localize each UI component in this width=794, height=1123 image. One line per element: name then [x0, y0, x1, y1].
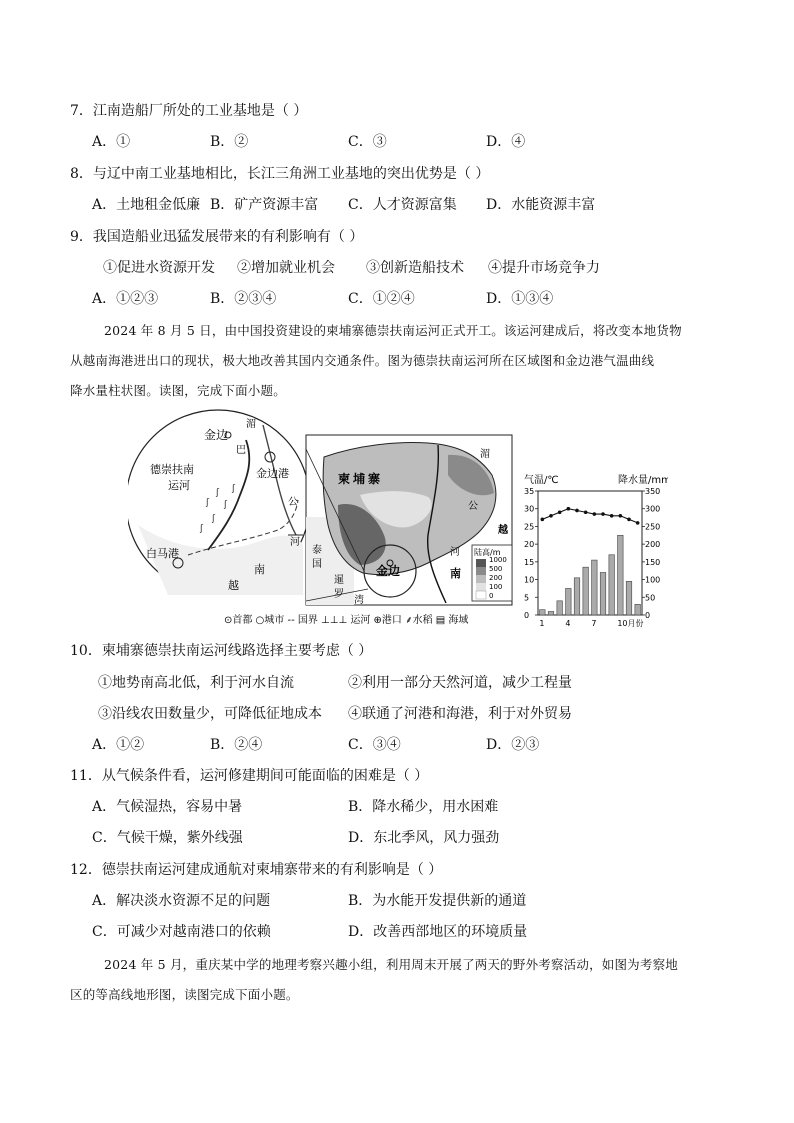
q10-option-c: C．③④ [348, 737, 401, 753]
q9-item-2: ②增加就业机会 [237, 260, 335, 276]
precipitation-bar [574, 578, 580, 615]
elevation-legend [472, 545, 512, 601]
inset-label-canal: 运河 [168, 479, 190, 492]
temperature-point [549, 514, 553, 518]
inset-label-gong: 公 [288, 497, 298, 508]
chart-temperature-line [541, 507, 640, 525]
chart-right-tick-label: 250 [645, 522, 661, 532]
q9-item-3: ③创新造船技术 [366, 260, 464, 276]
q11-option-b: B．降水稀少，用水困难 [348, 799, 499, 815]
figure-area [128, 405, 668, 635]
inset-label-mei: 湄 [246, 419, 256, 430]
temperature-point [619, 514, 623, 518]
intro-2-line-1: 2024 年 5 月，重庆某中学的地理考察兴趣小组，利用周末开展了两天的野外考察活动，如图为考察地 [104, 957, 678, 972]
precipitation-bar [557, 601, 563, 615]
chart-left-tick-label: 5 [524, 593, 530, 603]
main-map [306, 435, 512, 606]
chart-left-tick-label: 10 [524, 575, 535, 585]
temperature-point [593, 512, 597, 516]
q8-option-b: B．矿产资源丰富 [210, 197, 319, 213]
chart-ylabel-right: 降水量/mm [618, 475, 668, 486]
chart-right-tick-label: 200 [645, 540, 661, 550]
chart-right-tick-label: 300 [645, 504, 661, 514]
svg-text:ʃ: ʃ [232, 484, 236, 494]
precipitation-bar [566, 588, 572, 615]
svg-text:100: 100 [489, 583, 503, 591]
svg-text:0: 0 [489, 592, 494, 600]
intro-2-line-2: 区的等高线地形图，读图完成下面小题。 [70, 987, 299, 1002]
q10-item-1: ①地势南高北低，利于河水自流 [98, 675, 294, 691]
q10-option-a: A．①② [92, 737, 145, 753]
chart-bars [540, 535, 641, 615]
main-label-yue: 越 [498, 525, 508, 536]
inset-label-ba: 巴 [236, 445, 246, 456]
main-label-tai: 泰 [312, 545, 322, 556]
svg-text:ʃ: ʃ [206, 498, 210, 508]
q10-item-2: ②利用一部分天然河道，减少工程量 [348, 675, 572, 691]
temperature-point [610, 514, 614, 518]
q12-option-a: A．解决淡水资源不足的问题 [92, 893, 271, 909]
chart-xticks [539, 618, 643, 628]
inset-label-canal-name: 德崇扶南 [150, 463, 194, 476]
precipitation-bar [618, 535, 624, 615]
chart-xtick-label: 10月份 [617, 619, 644, 628]
main-label-mei: 湄 [480, 449, 490, 460]
svg-text:ʃ: ʃ [216, 488, 220, 498]
temperature-point [636, 521, 640, 525]
chart-left-tick-label: 15 [524, 557, 535, 567]
svg-text:ʃ: ʃ [212, 514, 216, 524]
chart-right-tick-label: 100 [645, 575, 661, 585]
chart-left-tick-label: 25 [524, 522, 535, 532]
q11-option-a: A．气候湿热，容易中暑 [92, 799, 243, 815]
q8-option-d: D．水能资源丰富 [486, 197, 596, 213]
q12-option-c: C．可减少对越南港口的依赖 [92, 924, 271, 940]
main-label-cambodia: 柬埔寨 [338, 472, 384, 486]
main-label-jinbian: 金边 [376, 564, 401, 578]
precipitation-bar [548, 611, 554, 615]
question-9-stem: 9．我国造船业迅猛发展带来的有利影响有（ ） [70, 229, 364, 245]
inset-label-yue: 越 [228, 579, 239, 592]
chart-right-tick-label: 350 [645, 487, 661, 496]
q10-option-b: B．②④ [210, 737, 263, 753]
question-7-stem: 7．江南造船厂所处的工业基地是（ ） [70, 103, 308, 119]
temperature-point [558, 510, 562, 514]
precipitation-bar [592, 560, 598, 615]
q9-option-b: B．②③④ [210, 291, 277, 307]
temperature-line [542, 509, 637, 523]
inset-label-jinbian: 金边 [204, 428, 229, 442]
q9-option-c: C．①②④ [348, 291, 415, 307]
q10-item-4: ④联通了河港和海港，利于对外贸易 [348, 706, 572, 722]
svg-text:ʃ: ʃ [200, 524, 204, 534]
temperature-point [627, 518, 631, 522]
chart-left-ticks [524, 487, 538, 620]
main-label-gong: 公 [468, 501, 478, 512]
chart-right-tick-label: 50 [645, 593, 656, 603]
question-12-stem: 12．德崇扶南运河建成通航对柬埔寨带来的有利影响是（ ） [70, 862, 443, 878]
precipitation-bar [626, 581, 632, 615]
chart-left-tick-label: 20 [524, 540, 535, 550]
temperature-point [567, 507, 571, 511]
svg-text:ʃ: ʃ [224, 500, 228, 510]
chart-left-tick-label: 0 [524, 611, 530, 620]
intro-1-line-2: 从越南海港进出口的现状，极大地改善其国内交通条件。图为德崇扶南运河所在区域图和金边港气温曲线 [70, 353, 655, 368]
intro-1-line-1: 2024 年 8 月 5 日，由中国投资建设的柬埔寨德崇扶南运河正式开工。该运河建成后，将改变本地货物 [104, 323, 682, 338]
main-label-luo: 罗 [334, 589, 344, 600]
q8-option-c: C．人才资源富集 [348, 197, 457, 213]
q10-item-3: ③沿线农田数量少，可降低征地成本 [98, 706, 322, 722]
chart-xtick-label: 7 [591, 619, 597, 628]
inset-label-baima-port: 白马港 [146, 547, 179, 560]
chart-right-tick-label: 0 [645, 611, 651, 620]
chart-xtick-label: 1 [539, 619, 545, 628]
q9-item-4: ④提升市场竞争力 [488, 260, 600, 276]
precipitation-bar [635, 604, 641, 615]
inset-map [128, 410, 310, 595]
chart-right-ticks [642, 487, 660, 620]
inset-label-he: 河 [290, 537, 300, 548]
q12-option-d: D．改善西部地区的环境质量 [348, 924, 528, 940]
question-10-stem: 10．柬埔寨德崇扶南运河线路选择主要考虑（ ） [70, 643, 373, 659]
q7-option-d: D．④ [486, 134, 526, 150]
question-8-stem: 8．与辽中南工业基地相比，长江三角洲工业基地的突出优势是（ ） [70, 166, 490, 182]
precipitation-bar [583, 567, 589, 615]
q8-option-a: A．土地租金低廉 [92, 197, 201, 213]
figure-svg [128, 405, 668, 635]
svg-text:1000: 1000 [489, 556, 507, 564]
precipitation-bar [600, 572, 606, 615]
main-label-he: 河 [450, 547, 460, 558]
chart-ylabel-left: 气温/℃ [524, 475, 559, 486]
q9-option-a: A．①②③ [92, 291, 159, 307]
q7-option-b: B．② [210, 134, 249, 150]
q9-option-d: D．①③④ [486, 291, 554, 307]
inset-label-nan: 南 [254, 563, 265, 576]
q10-option-d: D．②③ [486, 737, 540, 753]
inset-label-jinbian-port: 金边港 [256, 467, 289, 480]
svg-text:200: 200 [489, 574, 503, 582]
figure-legend-bar: ⊙首都 ○城市 -- 国界 ⊥⊥⊥ 运河 ⊕港口 ⸙水稻 ▤ 海域 [224, 615, 469, 626]
chart-left-tick-label: 30 [524, 504, 535, 514]
q7-option-a: A．① [92, 134, 131, 150]
chart-right-tick-label: 150 [645, 557, 661, 567]
chart-xtick-label: 4 [565, 619, 571, 628]
temperature-point [575, 509, 579, 513]
elevation-legend-title: 陆高/m [474, 548, 501, 557]
q9-item-1: ①促进水资源开发 [103, 260, 215, 276]
q11-option-d: D．东北季风，风力强劲 [348, 830, 500, 846]
temperature-point [541, 518, 545, 522]
temperature-point [601, 512, 605, 516]
main-label-wan: 湾 [354, 595, 364, 606]
main-label-xian: 暹 [334, 575, 344, 586]
svg-text:500: 500 [489, 565, 503, 573]
climate-chart [524, 473, 668, 628]
q12-option-b: B．为水能开发提供新的通道 [348, 893, 527, 909]
q11-option-c: C．气候干燥，紫外线强 [92, 830, 243, 846]
temperature-point [584, 510, 588, 514]
chart-left-tick-label: 35 [524, 487, 535, 496]
precipitation-bar [609, 555, 615, 615]
precipitation-bar [540, 610, 546, 615]
q7-option-c: C．③ [348, 134, 387, 150]
question-11-stem: 11．从气候条件看，运河修建期间可能面临的困难是（ ） [70, 768, 429, 784]
main-label-guo: 国 [312, 559, 322, 570]
main-label-nan: 南 [450, 567, 461, 580]
intro-1-line-3: 降水量柱状图。读图，完成下面小题。 [70, 383, 286, 398]
